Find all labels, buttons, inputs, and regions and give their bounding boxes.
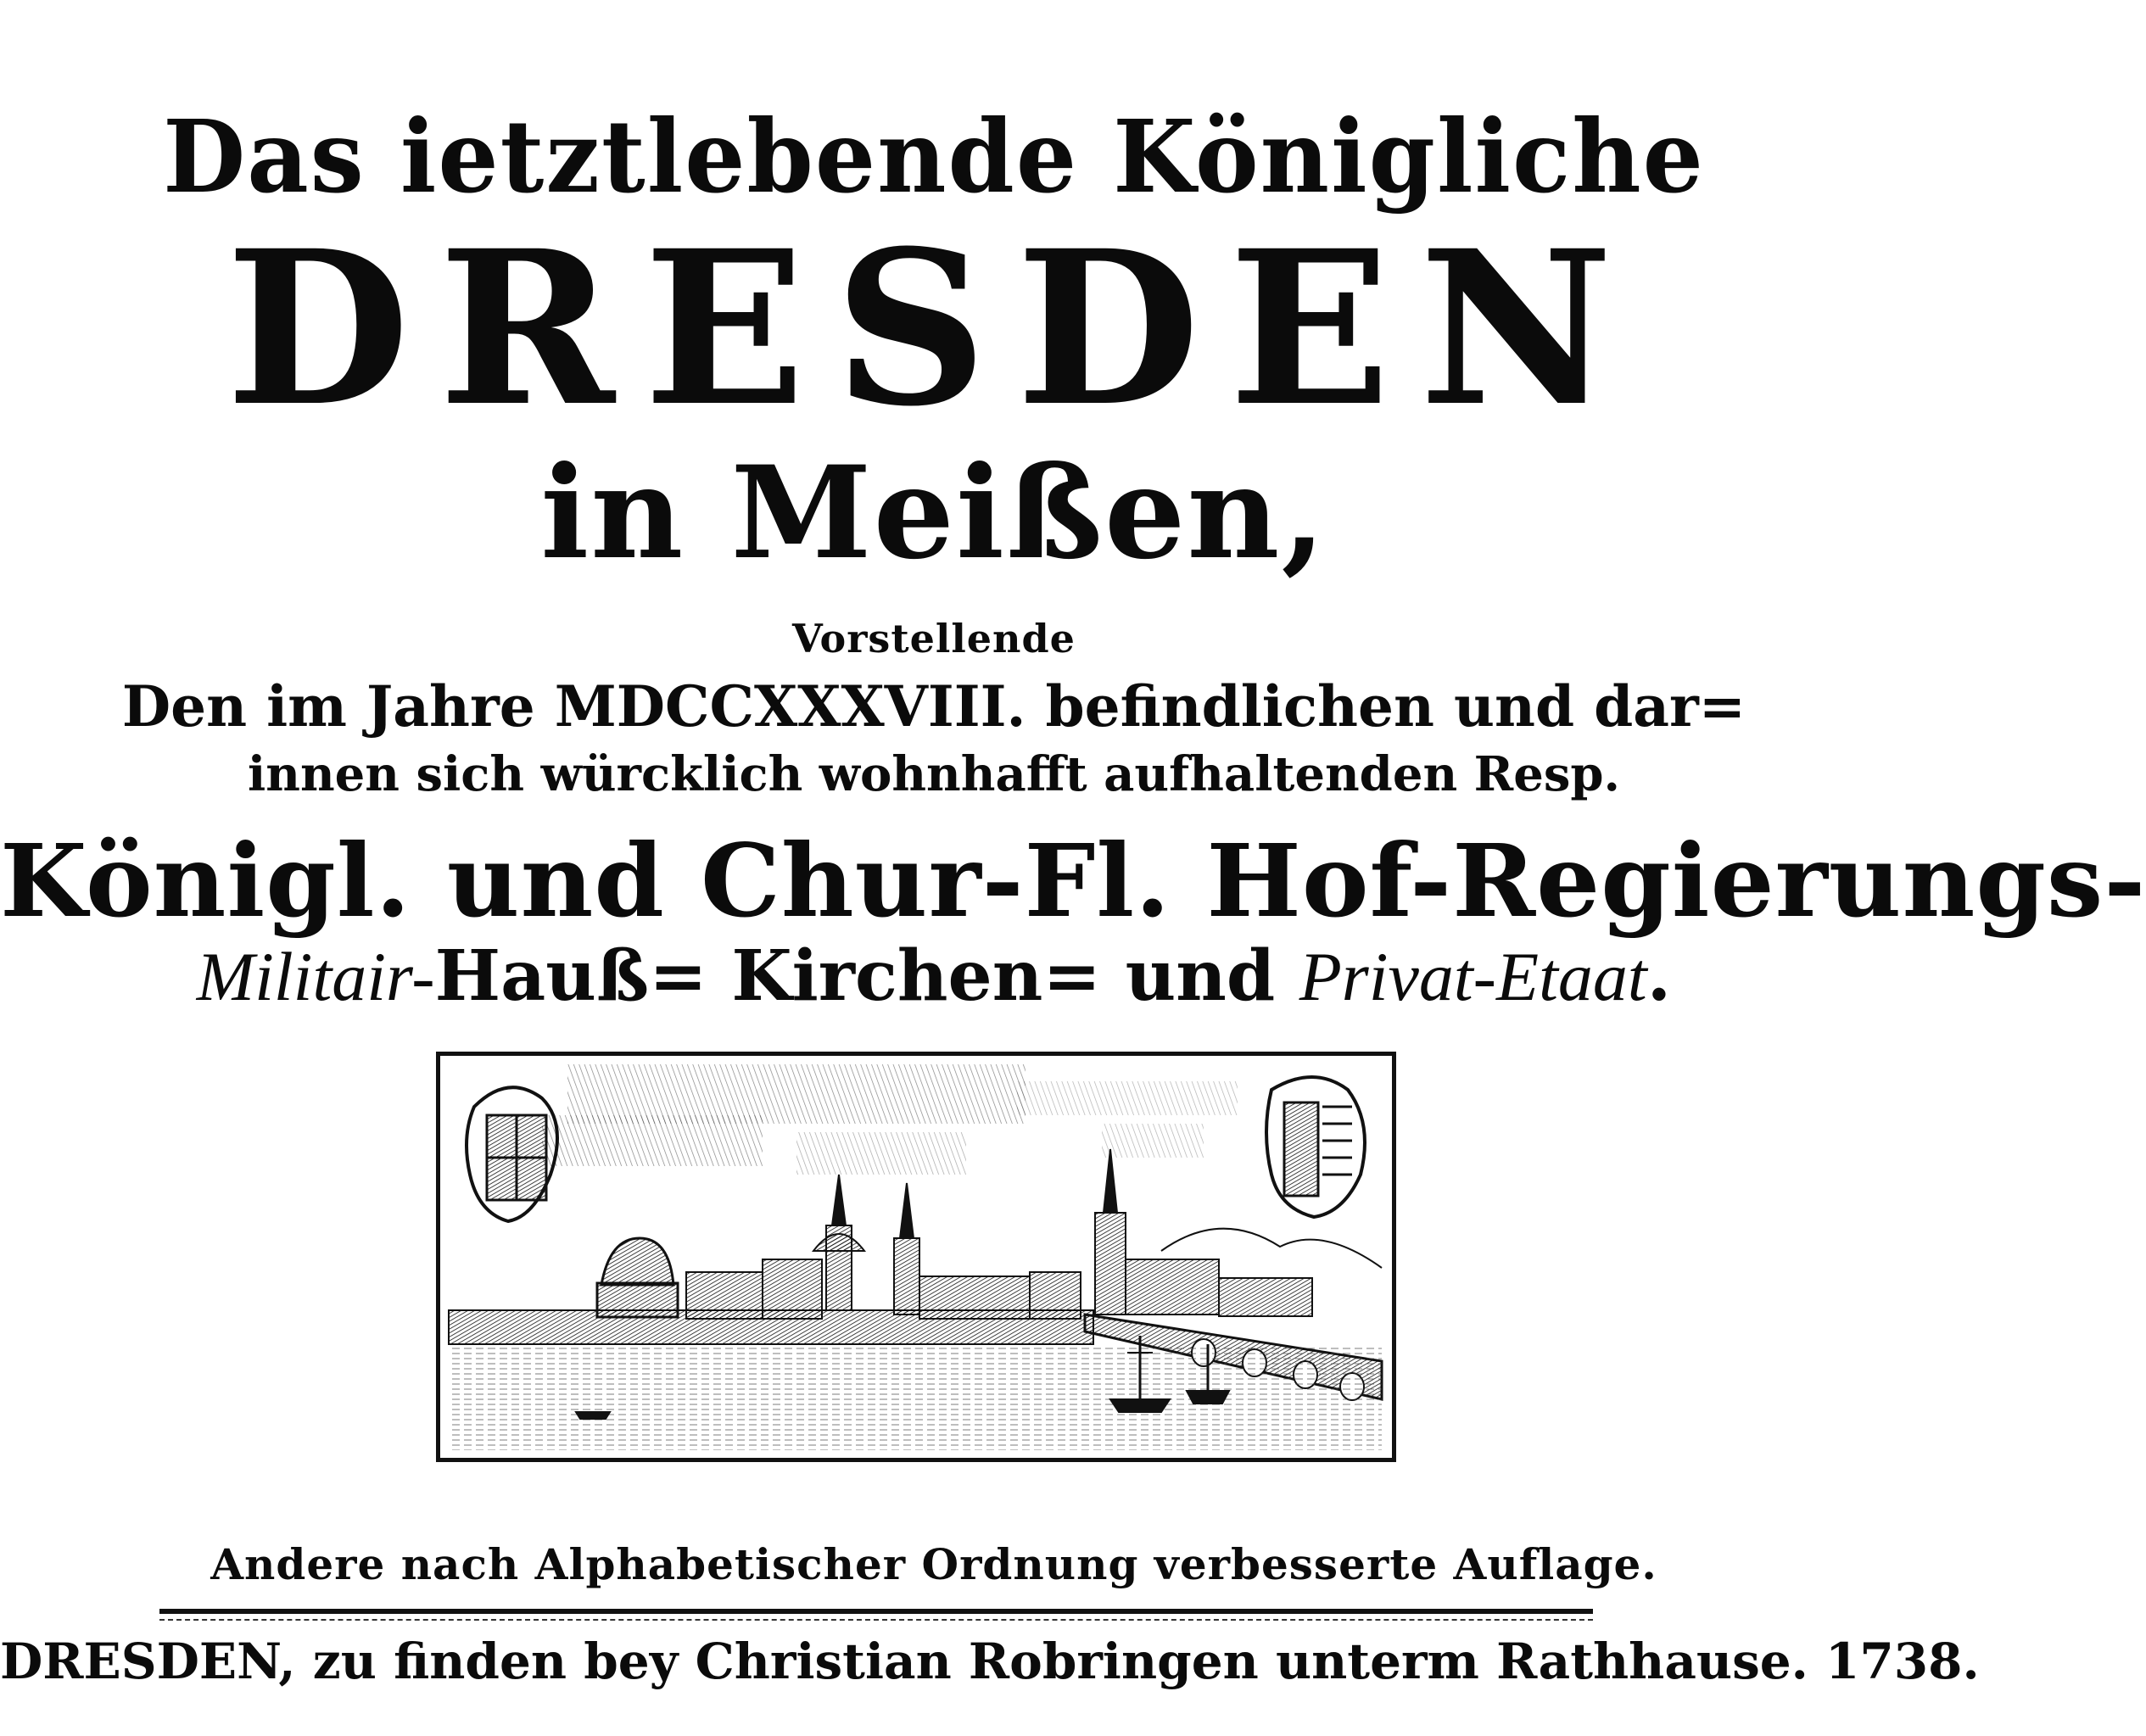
body-line-2: innen sich würcklich wohnhafft aufhaltenden Resp. (247, 746, 1621, 802)
body-line-1: Den im Jahre MDCCXXXVIII. befindlichen und dar= (121, 673, 1746, 740)
title-line-5-part-2: Hauß= Kirchen= und (434, 935, 1299, 1017)
intro-word: Vorstellende (792, 616, 1076, 661)
title-line-5-part-4: . (1646, 935, 1672, 1017)
title-line-3: in Meißen, (540, 438, 1327, 588)
sky-hatching (542, 1064, 1238, 1175)
embankment (449, 1310, 1093, 1344)
title-line-5-part-1: Militair- (196, 938, 435, 1015)
coat-of-arms-right-icon (1266, 1077, 1365, 1217)
engraving-image (440, 1056, 1392, 1458)
imprint-line: DRESDEN, zu finden bey Christian Robringen unterm Rathhause. 1738. (0, 1633, 1980, 1690)
city-skyline (597, 1149, 1382, 1319)
title-line-5-part-3: Privat-Etaat (1299, 938, 1647, 1015)
title-line-5 (0, 935, 1868, 1017)
city-view-engraving (436, 1052, 1396, 1462)
coat-of-arms-left-icon (467, 1087, 557, 1221)
title-line-1: Das ietztlebende Königliche (163, 98, 1705, 216)
horizontal-rule (159, 1609, 1593, 1614)
edition-line: Andere nach Alphabetischer Ordnung verbesserte Auflage. (210, 1539, 1657, 1589)
title-line-4: Königl. und Chur-Fl. Hof-Regierungs- (0, 822, 2146, 940)
river-water (449, 1344, 1382, 1450)
title-city-name: DRESDEN (226, 204, 1642, 453)
